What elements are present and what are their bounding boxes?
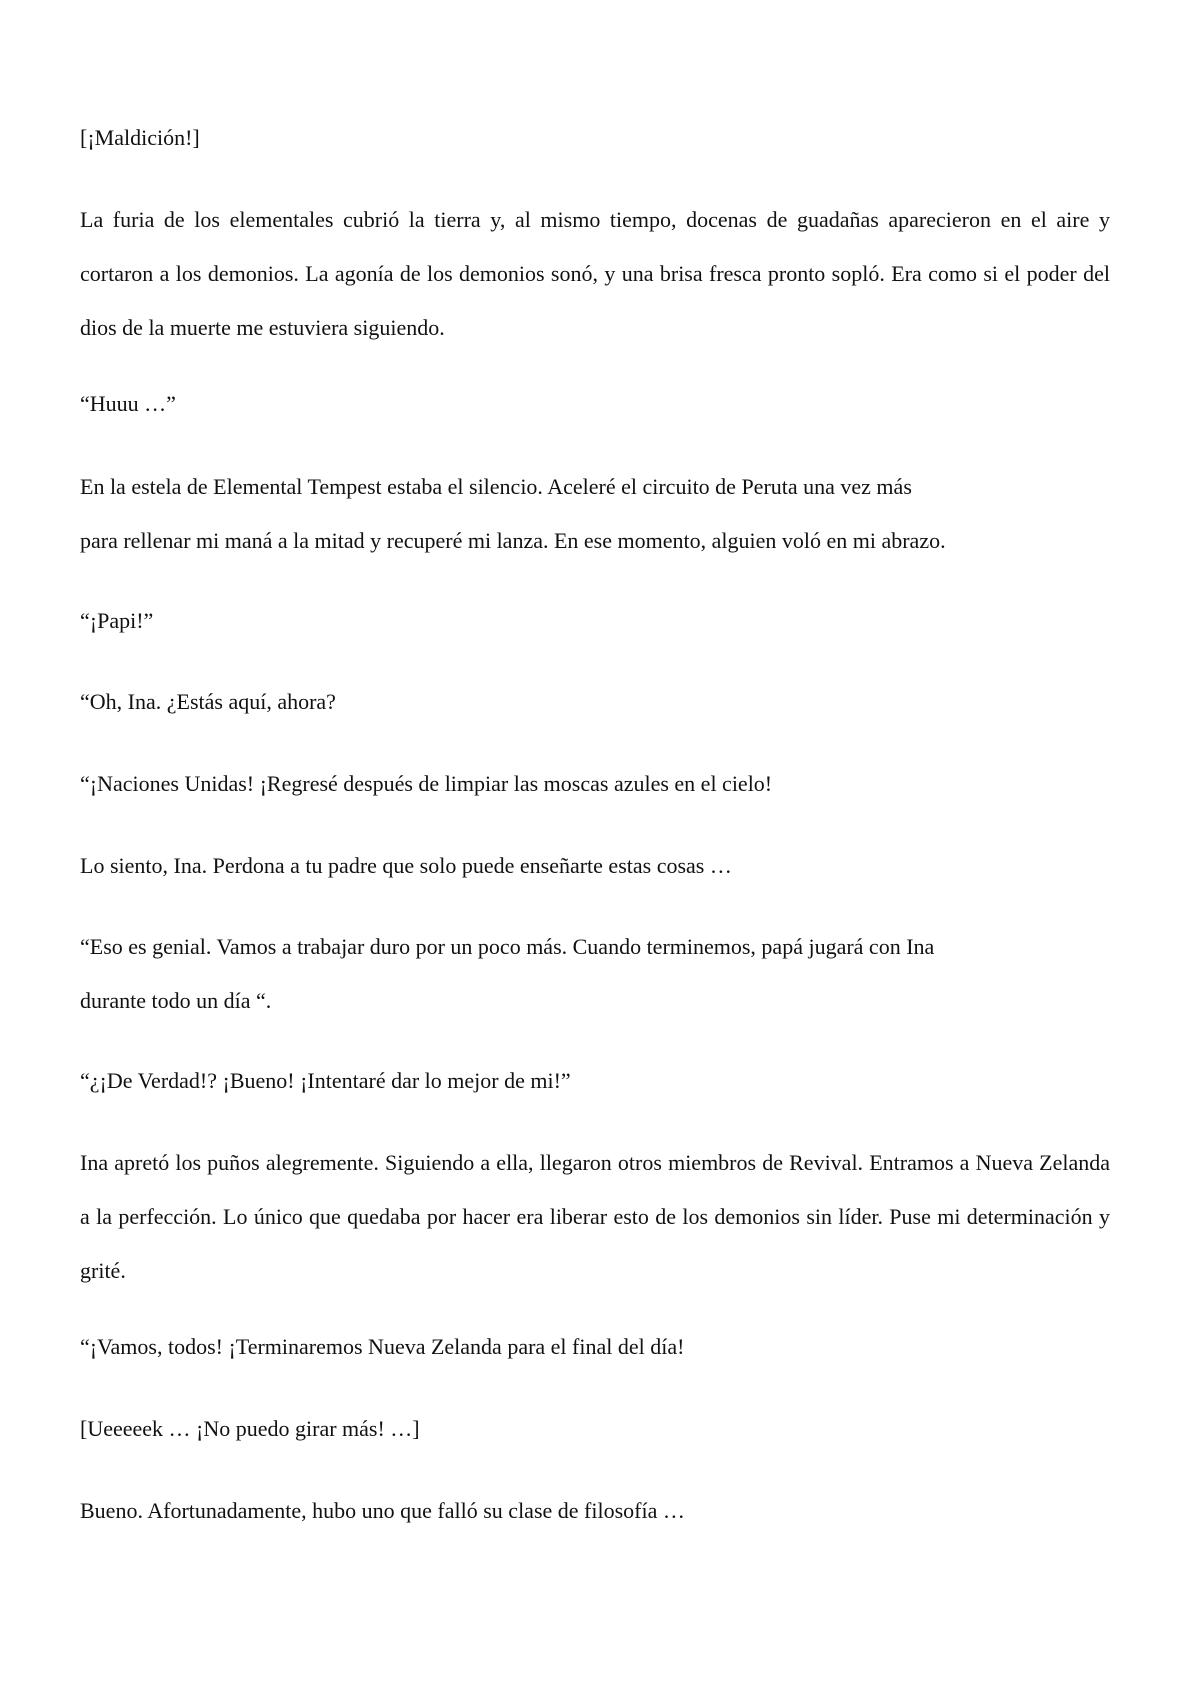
paragraph-ueeeeek: [Ueeeeek … ¡No puedo girar más! …] — [80, 1416, 420, 1441]
paragraph-eso-es-genial — [80, 920, 1110, 1028]
paragraph-ina-aprieta: Ina apretó los puños alegremente. Siguiendo a ella, llegaron otros miembros de Revival. Entramos a Nueva Zelanda a la perfección. Lo único que quedaba por hacer era liberar esto de los demonios sin líder. Puse mi determinación y grité. — [80, 1150, 1110, 1283]
paragraph-line: “Eso es genial. Vamos a trabajar duro por un poco más. Cuando terminemos, papá jugará con Ina — [80, 934, 935, 959]
paragraph-oh-ina: “Oh, Ina. ¿Estás aquí, ahora? — [80, 689, 336, 714]
paragraph-de-verdad: “¿¡De Verdad!? ¡Bueno! ¡Intentaré dar lo mejor de mi!” — [80, 1068, 571, 1093]
paragraph-elemental-fury: La furia de los elementales cubrió la tierra y, al mismo tiempo, docenas de guadañas aparecieron en el aire y cortaron a los demonios. La agonía de los demonios sonó, y una brisa fresca pronto sopló. Era como si el poder del dios de la muerte me estuviera siguiendo. — [80, 207, 1110, 340]
paragraph-line: durante todo un día “. — [80, 988, 272, 1013]
paragraph-papi: “¡Papi!” — [80, 608, 154, 633]
paragraph-line: En la estela de Elemental Tempest estaba el silencio. Aceleré el circuito de Peruta una vez más — [80, 474, 912, 499]
paragraph-huuu: “Huuu …” — [80, 391, 176, 416]
paragraph-lo-siento: Lo siento, Ina. Perdona a tu padre que solo puede enseñarte estas cosas … — [80, 853, 732, 878]
paragraph-vamos-todos: “¡Vamos, todos! ¡Terminaremos Nueva Zelanda para el final del día! — [80, 1334, 685, 1359]
paragraph-bueno-afortunadamente: Bueno. Afortunadamente, hubo uno que falló su clase de filosofía … — [80, 1498, 685, 1523]
paragraph-naciones-unidas: “¡Naciones Unidas! ¡Regresé después de limpiar las moscas azules en el cielo! — [80, 771, 773, 796]
paragraph-elemental-tempest — [80, 460, 1110, 568]
paragraph-line: para rellenar mi maná a la mitad y recuperé mi lanza. En ese momento, alguien voló en mi abrazo. — [80, 528, 946, 553]
paragraph-curse-exclamation: [¡Maldición!] — [80, 125, 200, 150]
